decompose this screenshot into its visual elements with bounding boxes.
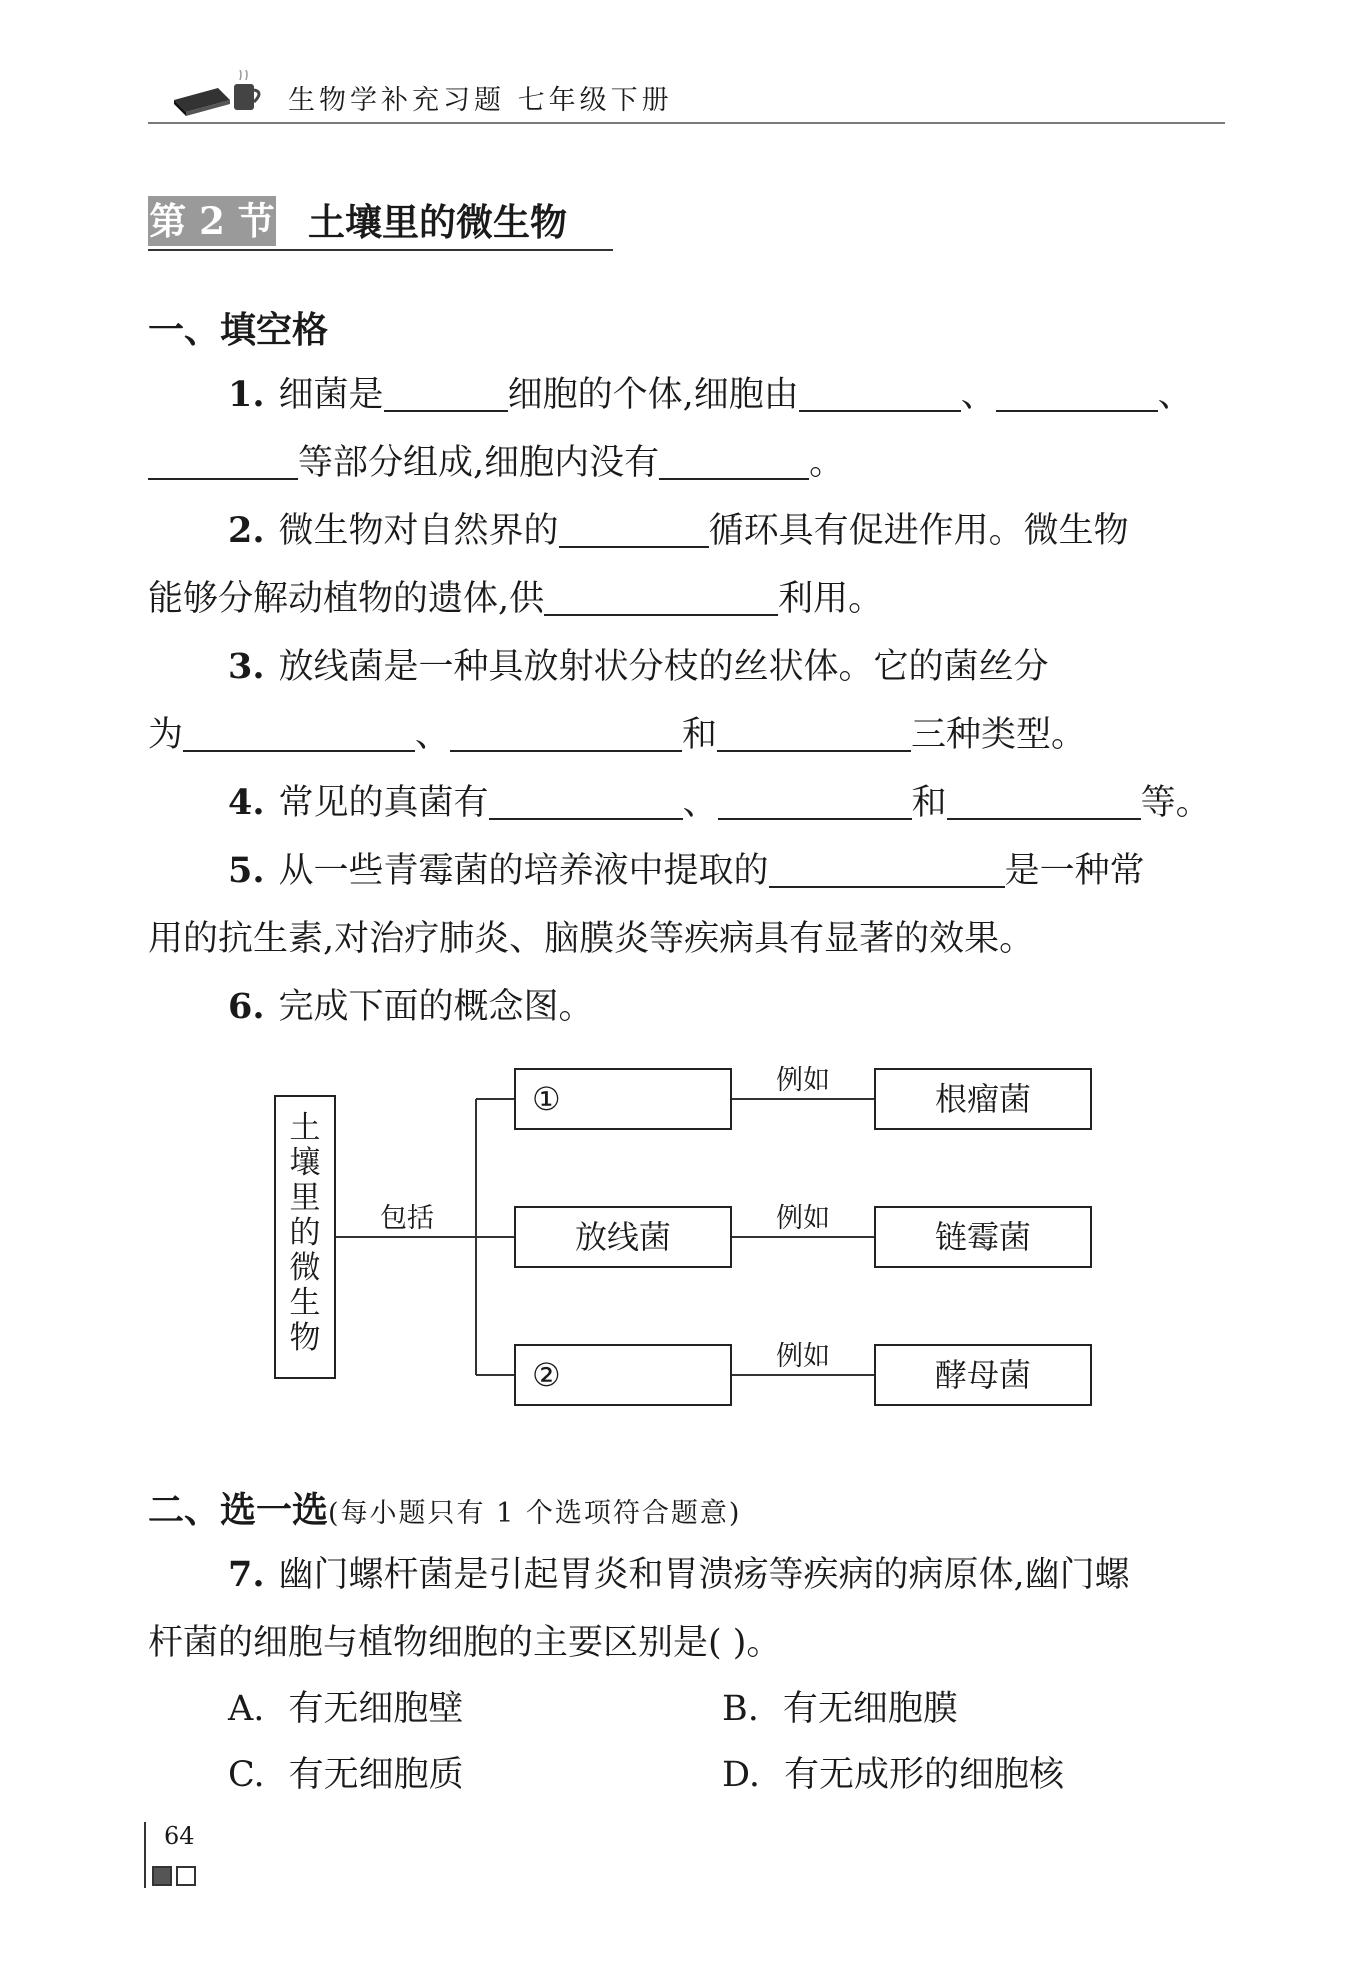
blank-field[interactable] (384, 374, 508, 412)
example-label: 例如 (776, 1341, 830, 1372)
branch-2-box: 放线菌 (514, 1206, 732, 1268)
footer-squares (152, 1866, 200, 1890)
root-char: 微 (289, 1250, 321, 1286)
section-badge: 第 2 节 (148, 196, 276, 246)
root-char: 的 (289, 1215, 321, 1251)
header-title: 生物学补充习题 七年级下册 (288, 85, 673, 116)
blank-field[interactable] (769, 850, 1005, 888)
book-and-cup-icon (170, 70, 270, 120)
section-underline (148, 249, 613, 251)
example-box-3: 酵母菌 (874, 1344, 1092, 1406)
branch-1-blank-box[interactable]: ① (514, 1068, 732, 1130)
question-1-line-2: 等部分组成,细胞内没有 。 (148, 438, 844, 488)
question-3-line-1: 3. 放线菌是一种具放射状分枝的丝状体。它的菌丝分 (228, 646, 1049, 687)
page-header (148, 48, 1225, 128)
example-box-1: 根瘤菌 (874, 1068, 1092, 1130)
concept-root-box (274, 1095, 336, 1379)
blank-field[interactable] (799, 374, 961, 412)
blank-field[interactable] (148, 442, 298, 480)
blank-field[interactable] (947, 782, 1141, 820)
blank-field[interactable] (544, 578, 778, 616)
page-number: 64 (164, 1822, 195, 1850)
question-2-line-1: 2. 微生物对自然界的 循环具有促进作用。微生物 (228, 510, 1129, 551)
header-divider (148, 122, 1225, 124)
branch-3-blank-box[interactable]: ② (514, 1344, 732, 1406)
empty-square-icon (176, 1866, 196, 1886)
root-char: 壤 (289, 1145, 321, 1181)
blank-field[interactable] (559, 510, 709, 548)
root-char: 里 (289, 1180, 321, 1216)
root-char: 生 (289, 1285, 321, 1321)
part2-heading: 二、选一选(每小题只有 1 个选项符合题意) (148, 1490, 742, 1531)
blank-field[interactable] (996, 374, 1158, 412)
option-c[interactable]: C. 有无细胞质 (228, 1755, 464, 1795)
blank-field[interactable] (717, 714, 911, 752)
part1-heading: 一、填空格 (148, 310, 329, 351)
option-d[interactable]: D. 有无成形的细胞核 (722, 1755, 1064, 1795)
blank-field[interactable] (659, 442, 809, 480)
blank-field[interactable] (489, 782, 683, 820)
example-box-2: 链霉菌 (874, 1206, 1092, 1268)
question-6: 6. 完成下面的概念图。 (228, 986, 594, 1027)
include-label: 包括 (380, 1203, 434, 1234)
root-char: 土 (289, 1110, 321, 1146)
footer-divider (144, 1822, 146, 1888)
question-4: 4. 常见的真菌有 、 和 等。 (228, 782, 1211, 823)
filled-square-icon (152, 1866, 172, 1886)
blank-field[interactable] (450, 714, 682, 752)
question-3-line-2: 为 、 和 三种类型。 (148, 715, 1087, 755)
example-label: 例如 (776, 1065, 830, 1096)
question-2-line-2: 能够分解动植物的遗体,供 利用。 (148, 579, 884, 619)
question-5-line-2: 用的抗生素,对治疗肺炎、脑膜炎等疾病具有显著的效果。 (148, 919, 1035, 959)
question-5-line-1: 5. 从一些青霉菌的培养液中提取的 是一种常 (228, 850, 1145, 891)
option-a[interactable]: A. 有无细胞壁 (228, 1689, 464, 1729)
example-label: 例如 (776, 1203, 830, 1234)
option-b[interactable]: B. 有无细胞膜 (722, 1689, 958, 1729)
section-title: 土壤里的微生物 (308, 200, 567, 244)
question-7-line-2: 杆菌的细胞与植物细胞的主要区别是( )。 (148, 1623, 782, 1663)
blank-field[interactable] (183, 714, 415, 752)
question-1-line-1: 1. 细菌是 细胞的个体,细胞由 、 、 (228, 374, 1193, 415)
blank-field[interactable] (718, 782, 912, 820)
question-7-line-1: 7. 幽门螺杆菌是引起胃炎和胃溃疡等疾病的病原体,幽门螺 (228, 1554, 1130, 1595)
root-char: 物 (289, 1320, 321, 1356)
